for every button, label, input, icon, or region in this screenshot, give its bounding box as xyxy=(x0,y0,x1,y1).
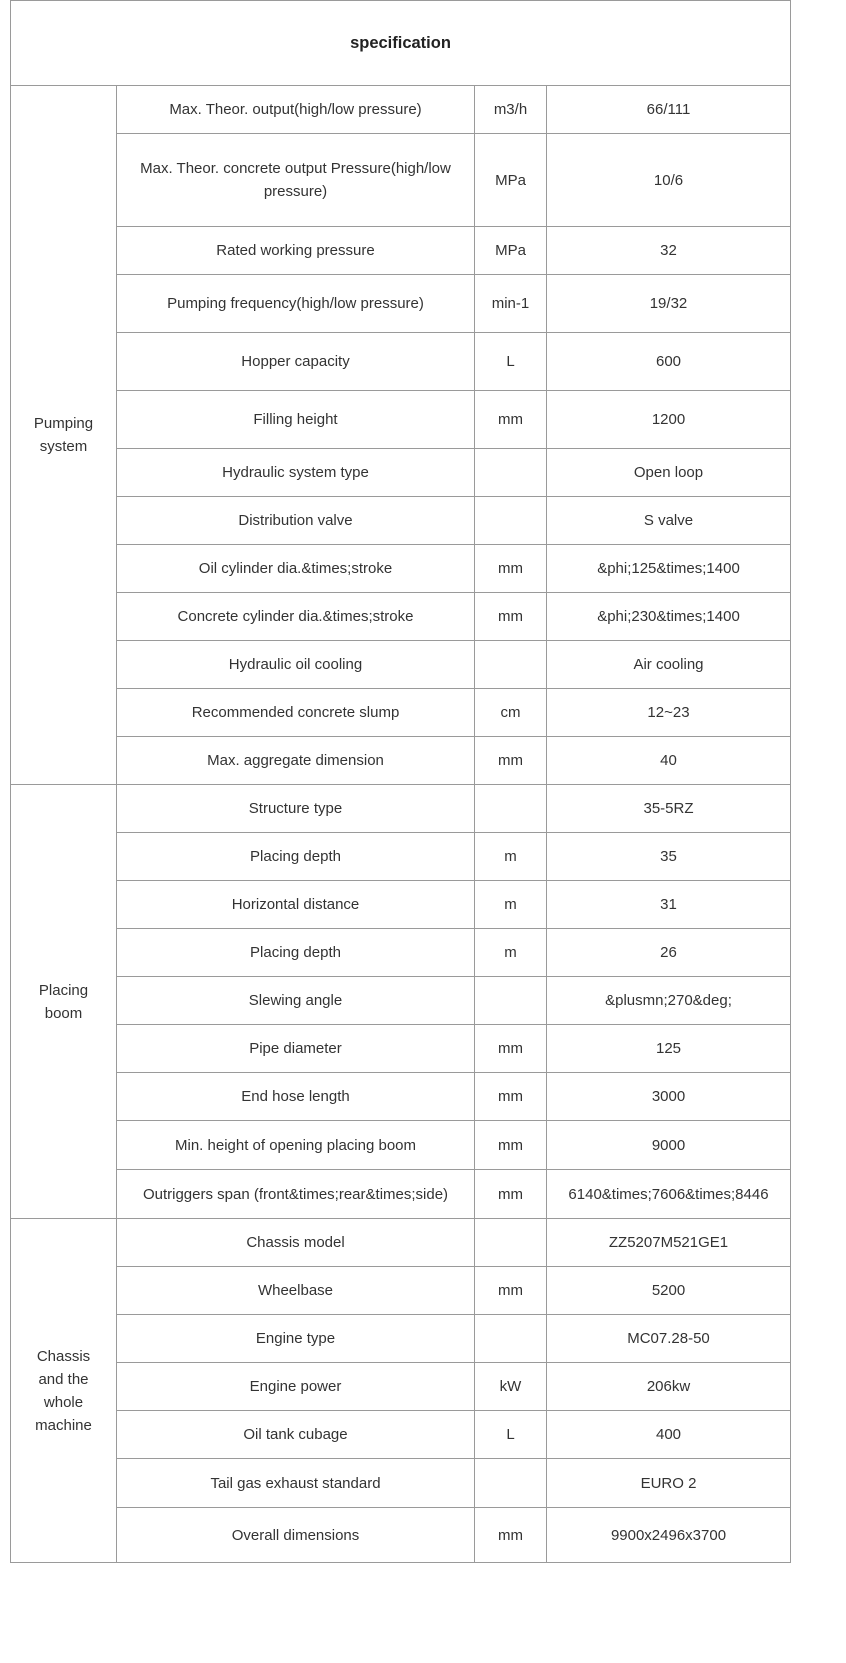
table-row xyxy=(11,391,791,449)
table-title: specification xyxy=(11,1,791,86)
value-cell: 600 xyxy=(547,333,791,391)
value-cell: 400 xyxy=(547,1411,791,1459)
param-cell: Oil tank cubage xyxy=(117,1411,475,1459)
title-row xyxy=(11,1,791,86)
table-row xyxy=(11,929,791,977)
param-cell: Max. Theor. output(high/low pressure) xyxy=(117,86,475,134)
unit-cell: mm xyxy=(475,1121,547,1170)
value-cell: 1200 xyxy=(547,391,791,449)
table-row xyxy=(11,1363,791,1411)
table-row xyxy=(11,86,791,134)
unit-cell: mm xyxy=(475,593,547,641)
table-row xyxy=(11,1170,791,1219)
unit-cell xyxy=(475,449,547,497)
param-cell: Oil cylinder dia.&times;stroke xyxy=(117,545,475,593)
unit-cell: cm xyxy=(475,689,547,737)
param-cell: Engine power xyxy=(117,1363,475,1411)
table-row xyxy=(11,737,791,785)
unit-cell: L xyxy=(475,333,547,391)
unit-cell: m xyxy=(475,833,547,881)
table-row xyxy=(11,1411,791,1459)
unit-cell: MPa xyxy=(475,227,547,275)
param-cell: Recommended concrete slump xyxy=(117,689,475,737)
value-cell: 66/111 xyxy=(547,86,791,134)
value-cell: 40 xyxy=(547,737,791,785)
unit-cell: mm xyxy=(475,391,547,449)
value-cell: 9900x2496x3700 xyxy=(547,1508,791,1563)
value-cell: 6140&times;7606&times;8446 xyxy=(547,1170,791,1219)
unit-cell: m xyxy=(475,929,547,977)
table-row xyxy=(11,227,791,275)
group-chassis: Chassis and the whole machine xyxy=(11,1219,117,1563)
param-cell: Min. height of opening placing boom xyxy=(117,1121,475,1170)
unit-cell xyxy=(475,1219,547,1267)
value-cell: 32 xyxy=(547,227,791,275)
table-row xyxy=(11,977,791,1025)
table-row xyxy=(11,134,791,227)
unit-cell xyxy=(475,1315,547,1363)
value-cell: 35 xyxy=(547,833,791,881)
value-cell: 10/6 xyxy=(547,134,791,227)
table-row xyxy=(11,641,791,689)
table-row xyxy=(11,545,791,593)
param-cell: Hopper capacity xyxy=(117,333,475,391)
table-row xyxy=(11,275,791,333)
unit-cell: mm xyxy=(475,1267,547,1315)
unit-cell: mm xyxy=(475,1025,547,1073)
value-cell: &phi;125&times;1400 xyxy=(547,545,791,593)
param-cell: Hydraulic system type xyxy=(117,449,475,497)
value-cell: 3000 xyxy=(547,1073,791,1121)
unit-cell: m xyxy=(475,881,547,929)
table-row xyxy=(11,1315,791,1363)
table-row xyxy=(11,497,791,545)
param-cell: Filling height xyxy=(117,391,475,449)
table-row xyxy=(11,1267,791,1315)
unit-cell: L xyxy=(475,1411,547,1459)
param-cell: Tail gas exhaust standard xyxy=(117,1459,475,1508)
unit-cell xyxy=(475,497,547,545)
unit-cell: mm xyxy=(475,1073,547,1121)
table-row xyxy=(11,1073,791,1121)
table-row xyxy=(11,449,791,497)
value-cell: 19/32 xyxy=(547,275,791,333)
unit-cell: mm xyxy=(475,545,547,593)
value-cell: MC07.28-50 xyxy=(547,1315,791,1363)
value-cell: 35-5RZ xyxy=(547,785,791,833)
param-cell: Concrete cylinder dia.&times;stroke xyxy=(117,593,475,641)
table-row xyxy=(11,689,791,737)
unit-cell: mm xyxy=(475,1170,547,1219)
table-row xyxy=(11,1508,791,1563)
unit-cell: mm xyxy=(475,737,547,785)
unit-cell: mm xyxy=(475,1508,547,1563)
param-cell: Placing depth xyxy=(117,929,475,977)
param-cell: End hose length xyxy=(117,1073,475,1121)
param-cell: Pipe diameter xyxy=(117,1025,475,1073)
param-cell: Outriggers span (front&times;rear&times;side) xyxy=(117,1170,475,1219)
param-cell: Placing depth xyxy=(117,833,475,881)
table-row xyxy=(11,1459,791,1508)
value-cell: 9000 xyxy=(547,1121,791,1170)
param-cell: Structure type xyxy=(117,785,475,833)
unit-cell: min-1 xyxy=(475,275,547,333)
group-pumping-system: Pumping system xyxy=(11,86,117,785)
value-cell: 12~23 xyxy=(547,689,791,737)
value-cell: 26 xyxy=(547,929,791,977)
value-cell: Air cooling xyxy=(547,641,791,689)
value-cell: 206kw xyxy=(547,1363,791,1411)
param-cell: Max. Theor. concrete output Pressure(high/low pressure) xyxy=(117,134,475,227)
unit-cell xyxy=(475,785,547,833)
param-cell: Hydraulic oil cooling xyxy=(117,641,475,689)
value-cell: EURO 2 xyxy=(547,1459,791,1508)
value-cell: &phi;230&times;1400 xyxy=(547,593,791,641)
param-cell: Distribution valve xyxy=(117,497,475,545)
param-cell: Chassis model xyxy=(117,1219,475,1267)
unit-cell: MPa xyxy=(475,134,547,227)
table-row xyxy=(11,1121,791,1170)
param-cell: Rated working pressure xyxy=(117,227,475,275)
value-cell: 125 xyxy=(547,1025,791,1073)
unit-cell xyxy=(475,641,547,689)
table-row xyxy=(11,1219,791,1267)
specification-table xyxy=(10,0,791,1563)
value-cell: &plusmn;270&deg; xyxy=(547,977,791,1025)
table-row xyxy=(11,785,791,833)
value-cell: 31 xyxy=(547,881,791,929)
value-cell: S valve xyxy=(547,497,791,545)
table-row xyxy=(11,833,791,881)
table-row xyxy=(11,333,791,391)
value-cell: ZZ5207M521GE1 xyxy=(547,1219,791,1267)
unit-cell xyxy=(475,977,547,1025)
param-cell: Horizontal distance xyxy=(117,881,475,929)
param-cell: Overall dimensions xyxy=(117,1508,475,1563)
unit-cell xyxy=(475,1459,547,1508)
param-cell: Slewing angle xyxy=(117,977,475,1025)
param-cell: Engine type xyxy=(117,1315,475,1363)
table-row xyxy=(11,593,791,641)
unit-cell: m3/h xyxy=(475,86,547,134)
param-cell: Max. aggregate dimension xyxy=(117,737,475,785)
group-placing-boom: Placing boom xyxy=(11,785,117,1219)
value-cell: Open loop xyxy=(547,449,791,497)
param-cell: Wheelbase xyxy=(117,1267,475,1315)
table-row xyxy=(11,1025,791,1073)
param-cell: Pumping frequency(high/low pressure) xyxy=(117,275,475,333)
unit-cell: kW xyxy=(475,1363,547,1411)
value-cell: 5200 xyxy=(547,1267,791,1315)
table-row xyxy=(11,881,791,929)
